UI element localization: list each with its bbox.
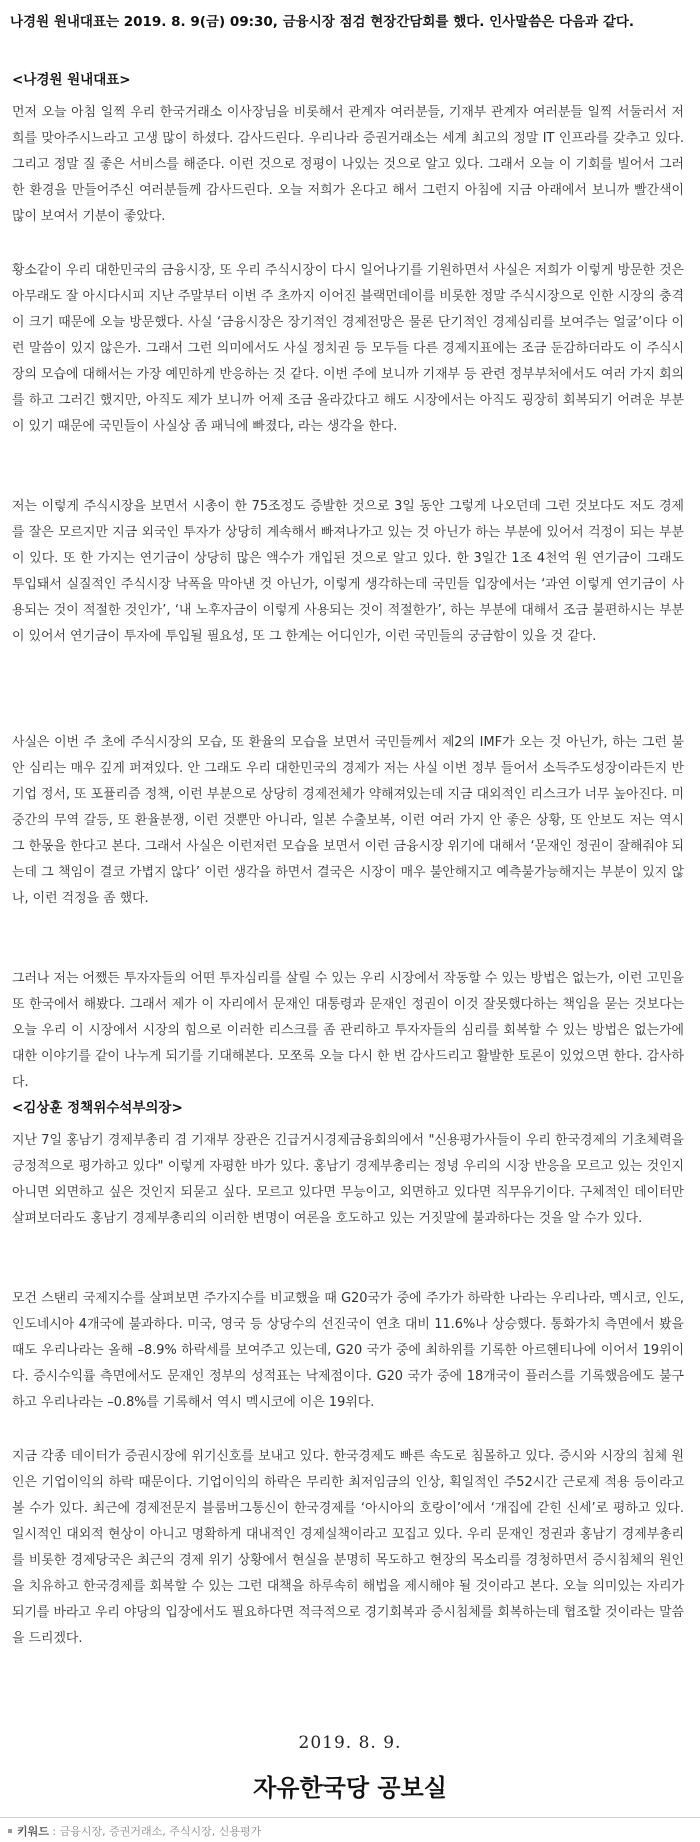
speaker-heading-na: <나경원 원내대표> bbox=[12, 72, 131, 88]
intro-line: 나경원 원내대표는 2019. 8. 9(금) 09:30, 금융시장 점검 현장간담회를 했다. 인사말씀은 다음과 같다. bbox=[10, 14, 635, 30]
footer-divider bbox=[0, 1817, 700, 1818]
square-bullet-icon bbox=[8, 1829, 12, 1833]
keywords-row bbox=[8, 1823, 261, 1839]
keywords-label: 키워드 bbox=[17, 1825, 49, 1838]
paragraph: 황소같이 우리 대한민국의 금융시장, 또 우리 주식시장이 다시 일어나기를 기원하면서 사실은 저희가 이렇게 방문한 것은 아무래도 잘 아시다시피 지난 주말부터 이번 주 초까지 이어진 블랙먼데이를 비롯한 정말 주식시장으로 인한 시장의 충격이 크기 때문에 오늘 방문했다. 사실 ‘금융시장은 장기적인 경제전망은 물론 단기적인 경제심리를 보여주는 얼굴’이다 이런 말씀이 있지 않은가. 그래서 그런 의미에서도 사실 정치권 등 모두들 다른 경제지표에는 조금 둔감하더라도 이 주식시장의 모습에 대해서는 가장 예민하게 반응하는 것 같다. 이번 주에 보니까 기재부 등 관련 정부부처에서도 여러 가지 회의를 하고 그러긴 했지만, 아직도 제가 보니까 어제 조금 올라갔다고 해도 시장에서는 아직도 굉장히 회복되기 어려운 부분이 있기 때문에 국민들이 사실상 좀 패닉에 빠졌다, 라는 생각을 한다. bbox=[12, 263, 684, 434]
keywords-separator: : bbox=[48, 1825, 60, 1838]
paragraph: 지난 7일 홍남기 경제부총리 겸 기재부 장관은 긴급거시경제금융회의에서 "신용평가사들이 우리 한국경제의 기초체력을 긍정적으로 평가하고 있다" 이렇게 자평한 바가 있다. 홍남기 경제부총리는 정녕 우리의 시장 반응을 모르고 있는 것인지 아니면 외면하고 싶은 것인지 되묻고 싶다. 모르고 있다면 무능이고, 외면하고 있다면 직무유기이다. 구체적인 데이터만 살펴보더라도 홍남기 경제부총리의 이러한 변명이 여론을 호도하고 있는 거짓말에 불과하다는 것을 알 수가 있다. bbox=[12, 1133, 684, 1226]
paragraph: 그러나 저는 어쨌든 투자자들의 어떤 투자심리를 살릴 수 있는 우리 시장에서 작동할 수 있는 방법은 없는가, 이런 고민을 또 한국에서 해봤다. 그래서 제가 이 자리에서 문재인 대통령과 문재인 정권이 이것 잘못했다하는 책임을 묻는 것보다는 오늘 우리 이 시장에서 시장의 힘으로 이러한 리스크를 좀 관리하고 투자자들의 심리를 회복할 수 있는 방법은 없는가에 대한 이야기를 같이 나누게 되기를 기대해본다. 모쪼록 오늘 다시 한 번 감사드리고 활발한 토론이 있었으면 한다. 감사하다. bbox=[12, 971, 684, 1090]
speaker-heading-kim: <김상훈 정책위수석부의장> bbox=[12, 1100, 183, 1116]
paragraph: 저는 이렇게 주식시장을 보면서 시총이 한 75조정도 증발한 것으로 3일 동안 그렇게 나오던데 그런 것보다도 저도 경제를 잘은 모르지만 지금 외국인 투자가 상당히 계속해서 빠져나가고 있는 것 아닌가 하는 부분에 있어서 걱정이 되는 부분이 있다. 또 한 가지는 연기금이 상당히 많은 액수가 개입된 것으로 알고 있다. 한 3일간 1조 4천억 원 연기금이 그래도 투입돼서 실질적인 주식시장 낙폭을 막아낸 것 아닌가, 이렇게 생각하는데 국민들 입장에서는 ‘과연 이렇게 연기금이 사용되는 것이 적절한 것인가’, ‘내 노후자금이 이렇게 사용되는 것이 적절한가’, 하는 부분에 대해서 조금 불편하시는 부분이 있어서 연기금이 투자에 투입될 필요성, 또 그 한계는 어디인가, 이런 국민들의 궁금함이 있을 것 같다. bbox=[12, 499, 684, 644]
paragraph: 먼저 오늘 아침 일찍 우리 한국거래소 이사장님을 비롯해서 관계자 여러분들, 기재부 관계자 여러분들 일찍 서둘러서 저희를 맞아주시느라고 고생 많이 하셨다. 감사드린다. 우리나라 증권거래소는 세계 최고의 정말 IT 인프라를 갖추고 있다. 그리고 정말 질 좋은 서비스를 해준다. 이런 것으로 정평이 나있는 것으로 알고 있다. 그래서 오늘 이 기회를 빌어서 그러한 환경을 만들어주신 여러분들께 감사드린다. 오늘 저희가 온다고 해서 그런지 아침에 지금 아래에서 보니까 빨간색이 많이 보여서 기분이 좋았다. bbox=[12, 105, 684, 224]
paragraph: 사실은 이번 주 초에 주식시장의 모습, 또 환율의 모습을 보면서 국민들께서 제2의 IMF가 오는 것 아닌가, 하는 그런 불안 심리는 매우 깊게 퍼져있다. 안 그래도 우리 대한민국의 경제가 저는 사실 이번 정부 들어서 소득주도성장이라든지 반기업 정서, 또 포퓰리즘 정책, 이런 부분으로 상당히 경제전체가 약해져있는데 지금 대외적인 리스크가 너무 높아진다. 미중간의 무역 갈등, 또 환율분쟁, 이런 것뿐만 아니라, 일본 수출보복, 이런 여러 가지 안 좋은 상황, 또 안보도 저는 역시 그 한몫을 한다고 본다. 그래서 사실은 이런저런 모습을 보면서 이런 금융시장 위기에 대해서 ‘문재인 정권이 잘해줘야 되는데 그 책임이 결코 가볍지 않다’ 이런 생각을 하면서 결국은 시장이 매우 불안해지고 예측불가능해지는 부분이 있지 않나, 이런 걱정을 좀 했다. bbox=[12, 735, 684, 906]
paragraph: 지금 각종 데이터가 증권시장에 위기신호를 보내고 있다. 한국경제도 빠른 속도로 침몰하고 있다. 증시와 시장의 침체 원인은 기업이익의 하락 때문이다. 기업이익의 하락은 무리한 최저임금의 인상, 획일적인 주52시간 근로제 적용 등이라고 볼 수가 있다. 최근에 경제전문지 블룸버그통신이 한국경제를 ‘아시아의 호랑이’에서 ‘개집에 갇힌 신세’로 평하고 있다. 일시적인 대외적 현상이 아니고 명확하게 대내적인 경제실책이라고 꼬집고 있다. 우리 문재인 정권과 홍남기 경제부총리를 비롯한 경제당국은 최근의 경제 위기 상황에서 현실을 분명히 목도하고 현장의 목소리를 경청하면서 증시침체의 원인을 치유하고 한국경제를 회복할 수 있는 그런 대책을 하루속히 해법을 제시해야 될 것이라고 본다. 오늘 의미있는 자리가 되기를 바라고 우리 야당의 입장에서도 필요하다면 적극적으로 경기회복과 증시침체를 회복하는데 협조할 것이라는 말씀을 드리겠다. bbox=[12, 1449, 684, 1646]
release-date: 2019. 8. 9. bbox=[298, 1733, 402, 1753]
paragraph: 모건 스탠리 국제지수를 살펴보면 주가지수를 비교했을 때 G20국가 중에 주가가 하락한 나라는 우리나라, 멕시코, 인도, 인도네시아 4개국에 불과하다. 미국, 영국 등 상당수의 선진국이 연초 대비 11.6%나 상승했다. 통화가치 측면에서 봤을 때도 우리나라는 올해 –8.9% 하락세를 보여주고 있는데, G20 국가 중에 최하위를 기록한 아르헨티나에 이어서 19위이다. 증시수익률 측면에서도 문재인 정부의 성적표는 낙제점이다. G20 국가 중에 18개국이 플러스를 기록했음에도 불구하고 우리나라는 –0.8%를 기록해서 역시 멕시코에 이은 19위다. bbox=[12, 1291, 684, 1410]
keywords-list: 금융시장, 증권거래소, 주식시장, 신용평가 bbox=[59, 1825, 262, 1838]
organization-name: 자유한국당 공보실 bbox=[253, 1774, 447, 1802]
